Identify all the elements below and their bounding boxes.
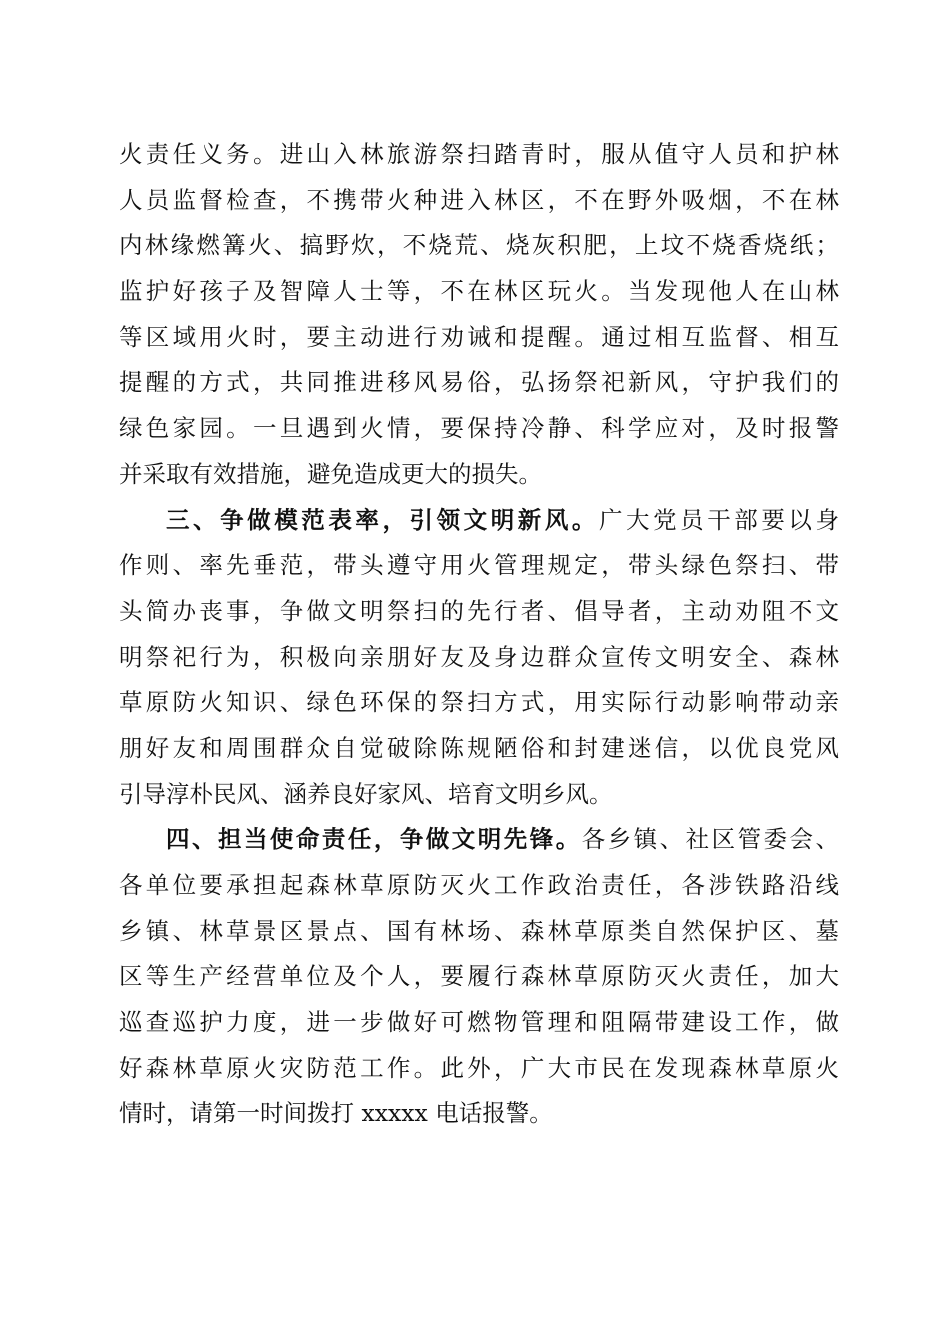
text-line: 巡查巡护力度，进一步做好可燃物管理和阻隔带建设工作，做 [119,1008,839,1037]
text-line: 监护好孩子及智障人士等，不在林区玩火。当发现他人在山林 [119,277,839,306]
document-body [119,132,839,1137]
text-line: 明祭祀行为，积极向亲朋好友及身边群众宣传文明安全、森林 [119,642,839,671]
text-line: 区等生产经营单位及个人，要履行森林草原防灭火责任，加大 [119,962,839,991]
text-line: 引导淳朴民风、涵养良好家风、培育文明乡风。 [119,779,613,808]
section-text: 广大党员干部要以身 [599,505,839,534]
text-line: 情时，请第一时间拨打 xxxxx 电话报警。 [119,1099,553,1128]
section-heading: 三、争做模范表率，引领文明新风。 [166,505,599,534]
text-line: 绿色家园。一旦遇到火情，要保持冷静、科学应对，及时报警 [119,414,839,443]
paragraph-fire-safety-duty [119,132,839,498]
section-heading: 四、担当使命责任，争做文明先锋。 [166,825,582,854]
text-line: 好森林草原火灾防范工作。此外，广大市民在发现森林草原火 [119,1053,839,1082]
text-line: 提醒的方式，共同推进移风易俗，弘扬祭祀新风，守护我们的 [119,368,839,397]
text-line: 朋好友和周围群众自觉破除陈规陋俗和封建迷信，以优良党风 [119,733,839,762]
text-line: 并采取有效措施，避免造成更大的损失。 [119,459,542,488]
text-line: 各单位要承担起森林草原防灭火工作政治责任，各涉铁路沿线 [119,871,839,899]
text-line: 作则、率先垂范，带头遵守用火管理规定，带头绿色祭扫、带 [119,551,839,580]
text-line: 内林缘燃篝火、搞野炊，不烧荒、烧灰积肥，上坟不烧香烧纸； [119,231,839,260]
paragraph-section-three [119,498,839,818]
text-line: 人员监督检查，不携带火种进入林区，不在野外吸烟，不在林 [119,185,839,214]
text-line: 火责任义务。进山入林旅游祭扫踏青时，服从值守人员和护林 [119,140,839,168]
text-line: 头简办丧事，争做文明祭扫的先行者、倡导者，主动劝阻不文 [119,596,839,625]
section-text: 各乡镇、社区管委会、 [581,825,840,854]
text-line: 草原防火知识、绿色环保的祭扫方式，用实际行动影响带动亲 [119,688,839,717]
text-line: 乡镇、林草景区景点、国有林场、森林草原类自然保护区、墓 [119,916,839,945]
section-first-line [119,817,839,863]
text-line: 等区域用火时，要主动进行劝诫和提醒。通过相互监督、相互 [119,322,839,351]
section-first-line [119,498,839,544]
paragraph-section-four [119,817,839,1137]
